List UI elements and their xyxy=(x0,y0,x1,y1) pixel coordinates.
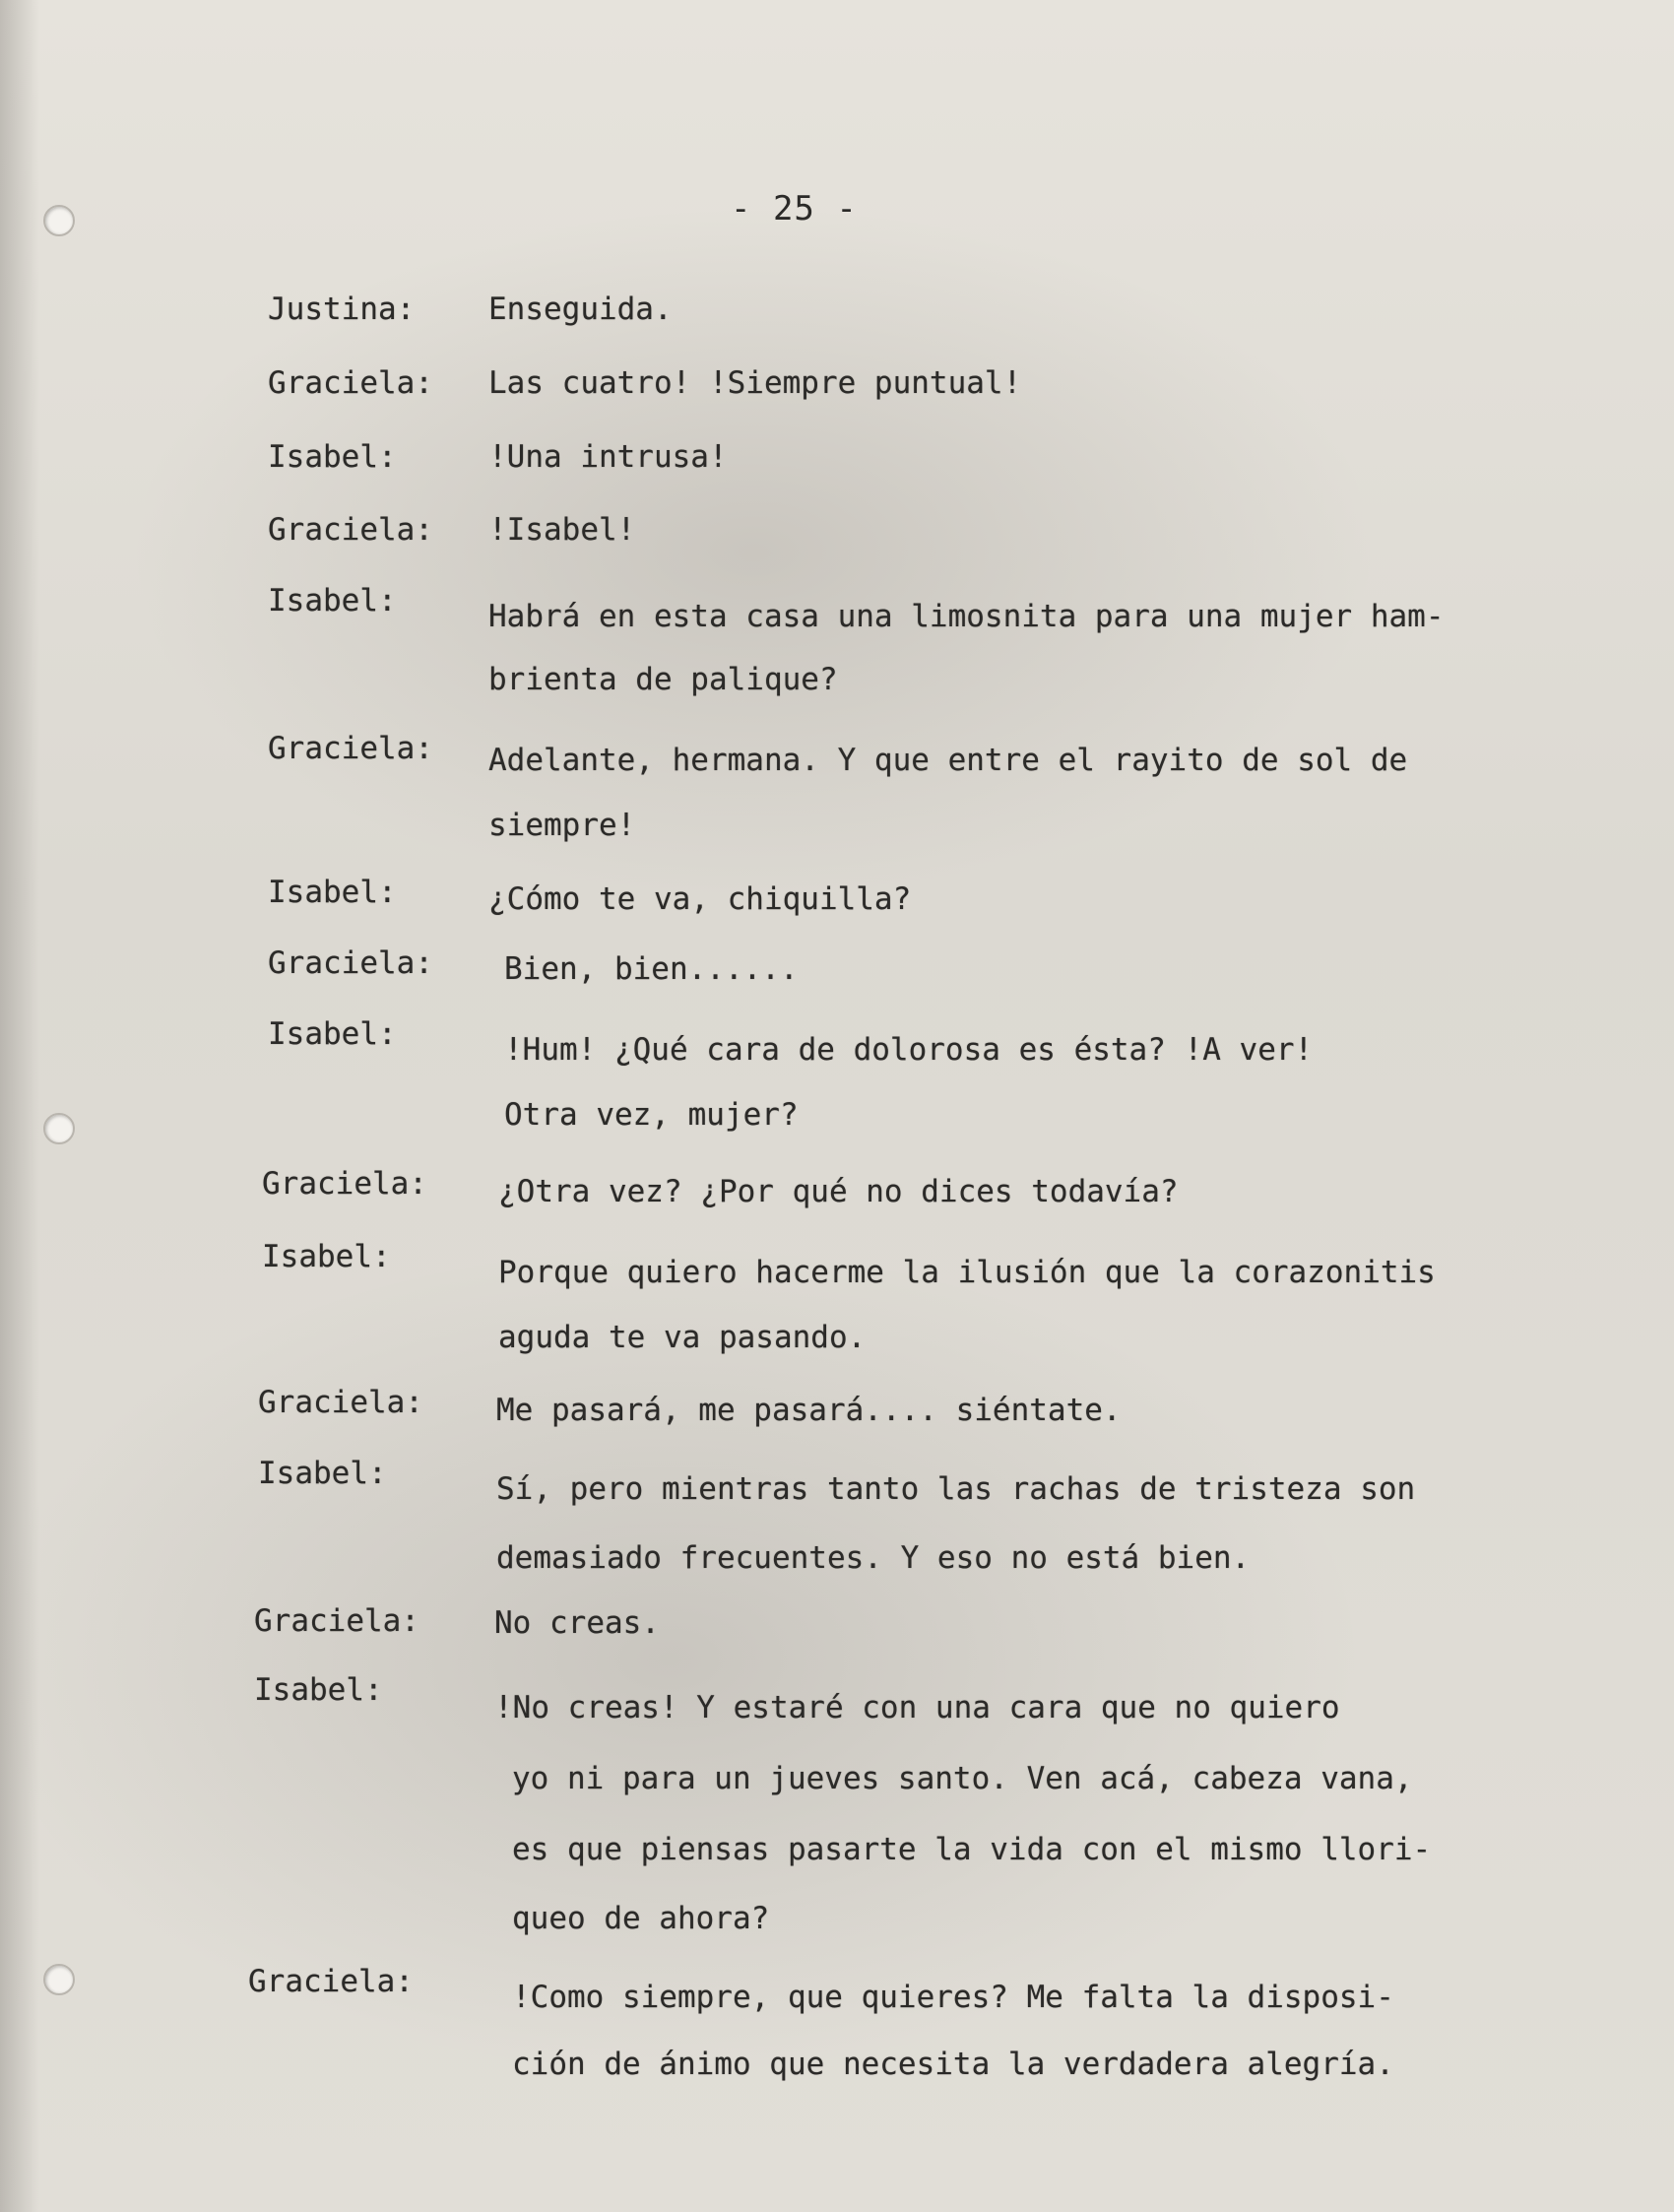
dialogue-line: queo de ahora? xyxy=(512,1901,770,1936)
dialogue-line: brienta de palique? xyxy=(488,662,838,697)
dialogue-line: Otra vez, mujer? xyxy=(504,1097,799,1133)
dialogue-line: Me pasará, me pasará.... siéntate. xyxy=(496,1393,1122,1428)
dialogue-line: es que piensas pasarte la vida con el mismo llori- xyxy=(512,1832,1432,1867)
dialogue-line: Porque quiero hacerme la ilusión que la corazonitis xyxy=(498,1255,1436,1290)
page-number: - 25 - xyxy=(731,189,858,228)
dialogue-line: yo ni para un jueves santo. Ven acá, cabeza vana, xyxy=(512,1761,1413,1796)
dialogue-line: !No creas! Y estaré con una cara que no quiero xyxy=(494,1690,1340,1725)
speaker-label: Isabel: xyxy=(254,1672,383,1708)
speaker-label: Graciela: xyxy=(268,731,433,766)
scan-edge-shadow xyxy=(0,0,39,2212)
punch-hole-middle xyxy=(43,1113,75,1144)
speaker-label: Graciela: xyxy=(254,1603,419,1639)
dialogue-line: !Una intrusa! xyxy=(488,439,728,475)
dialogue-line: siempre! xyxy=(488,808,636,843)
speaker-label: Isabel: xyxy=(268,583,397,618)
speaker-label: Graciela: xyxy=(258,1385,423,1420)
speaker-label: Isabel: xyxy=(258,1456,387,1491)
speaker-label: Justina: xyxy=(268,292,416,327)
dialogue-line: No creas. xyxy=(494,1605,660,1641)
speaker-label: Isabel: xyxy=(268,1016,397,1052)
dialogue-line: Las cuatro! !Siempre puntual! xyxy=(488,365,1022,401)
dialogue-line: Sí, pero mientras tanto las rachas de tristeza son xyxy=(496,1471,1416,1507)
dialogue-line: aguda te va pasando. xyxy=(498,1320,867,1355)
speaker-label: Graciela: xyxy=(268,945,433,981)
dialogue-line: Adelante, hermana. Y que entre el rayito de sol de xyxy=(488,743,1408,778)
speaker-label: Isabel: xyxy=(262,1239,391,1274)
dialogue-line: !Hum! ¿Qué cara de dolorosa es ésta? !A ver! xyxy=(504,1032,1314,1068)
dialogue-line: demasiado frecuentes. Y eso no está bien. xyxy=(496,1540,1251,1576)
speaker-label: Graciela: xyxy=(248,1964,414,1999)
dialogue-line: Enseguida. xyxy=(488,292,673,327)
speaker-label: Graciela: xyxy=(268,365,433,401)
dialogue-line: Habrá en esta casa una limosnita para una mujer ham- xyxy=(488,599,1445,634)
punch-hole-top xyxy=(43,205,75,236)
dialogue-line: ¿Cómo te va, chiquilla? xyxy=(488,881,912,917)
punch-hole-bottom xyxy=(43,1964,75,1995)
speaker-label: Graciela: xyxy=(268,512,433,548)
dialogue-line: !Isabel! xyxy=(488,512,636,548)
dialogue-line: !Como siempre, que quieres? Me falta la disposi- xyxy=(512,1980,1394,2015)
dialogue-line: ¿Otra vez? ¿Por qué no dices todavía? xyxy=(498,1174,1179,1209)
speaker-label: Graciela: xyxy=(262,1166,427,1202)
speaker-label: Isabel: xyxy=(268,875,397,910)
speaker-label: Isabel: xyxy=(268,439,397,475)
dialogue-line: ción de ánimo que necesita la verdadera alegría. xyxy=(512,2047,1394,2082)
dialogue-line: Bien, bien...... xyxy=(504,951,799,987)
